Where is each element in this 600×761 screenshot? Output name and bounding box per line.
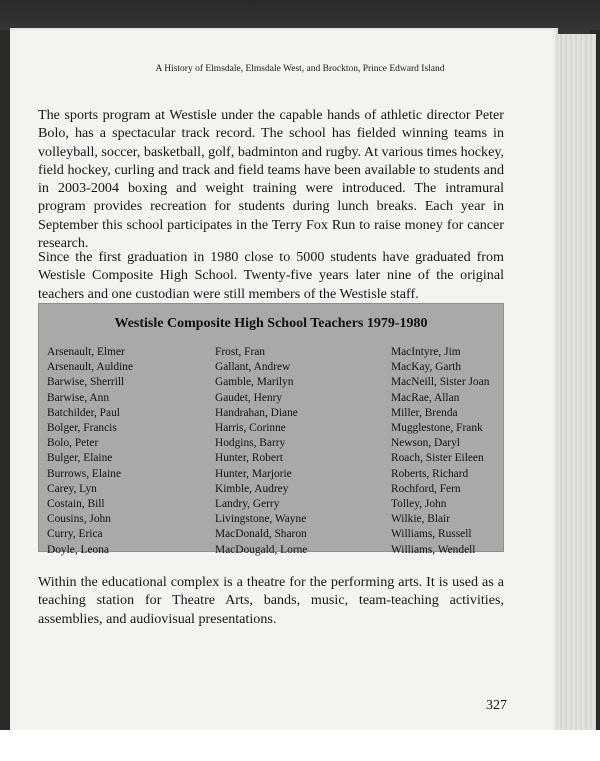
teacher-name: Gamble, Marilyn [215, 376, 294, 389]
teacher-name: Tolley, John [391, 498, 447, 511]
teacher-name: Miller, Brenda [391, 406, 458, 419]
teachers-table-title: Westisle Composite High School Teachers 1979-1980 [114, 316, 428, 331]
teacher-name: Costain, Bill [47, 498, 105, 511]
teacher-name: Arsenault, Elmer [47, 346, 125, 358]
teacher-name: MacKay, Garth [391, 361, 462, 374]
teachers-column-3 [391, 345, 489, 558]
teacher-name: Mugglestone, Frank [391, 422, 483, 435]
teacher-name: Cousins, John [47, 513, 111, 526]
teacher-name: Landry, Gerry [215, 498, 280, 511]
teacher-name: Kimble, Audrey [215, 482, 289, 495]
teacher-name: Williams, Wendell [391, 543, 476, 556]
teacher-name: Bolger, Francis [47, 422, 117, 435]
teacher-name: Harris, Corinne [215, 422, 286, 435]
running-header: A History of Elmsdale, Elmsdale West, and Brockton, Prince Edward Island [155, 64, 445, 74]
teacher-name: Handrahan, Diane [215, 406, 298, 419]
teacher-name: Bolo, Peter [47, 437, 99, 450]
teacher-name: Gallant, Andrew [215, 361, 291, 374]
teacher-name: MacDonald, Sharon [215, 528, 307, 541]
sports-paragraph: The sports program at Westisle under the capable hands of athletic director Peter Bolo, has a spectacular track record. The school has fielded winning teams in volleyball, soccer, basketball, golf, badminton and rugby. At various times hockey, field hockey, curling and track and field teams have been available to students and in 2003-2004 boxing and weight training were introduced. The intramural program provides recreation for students during lunch breaks. Each year in September this school participates in the Terry Fox Run to raise money for cancer research. [38, 107, 504, 252]
teacher-name: MacNeill, Sister Joan [391, 376, 490, 389]
teacher-name: Williams, Russell [391, 528, 472, 541]
graduation-paragraph: Since the first graduation in 1980 close to 5000 students have graduated from Westisle Composite High School. Twenty-five years later nine of the original teachers and one custodian were still members of the Westisle staff. [38, 249, 504, 302]
teacher-name: Hunter, Robert [215, 452, 283, 465]
teacher-name: Carey, Lyn [47, 482, 97, 495]
page-number: 327 [486, 698, 507, 713]
teacher-name: Hunter, Marjorie [215, 467, 292, 480]
teacher-name: Barwise, Ann [47, 391, 110, 404]
teachers-table [38, 303, 504, 556]
teacher-name: Arsenault, Auldine [47, 361, 134, 374]
teacher-name: Roach, Sister Eileen [391, 452, 484, 465]
teacher-name: Frost, Fran [215, 346, 265, 358]
teachers-column-1 [47, 345, 133, 558]
teacher-name: Newson, Daryl [391, 437, 460, 450]
teacher-name: Livingstone, Wayne [215, 513, 307, 526]
teacher-name: Doyle, Leona [47, 543, 109, 556]
teacher-name: Wilkie, Blair [391, 513, 451, 526]
teacher-name: Curry, Erica [47, 528, 103, 541]
teacher-name: Bulger, Elaine [47, 452, 113, 465]
teacher-name: MacIntyre, Jim [391, 346, 461, 358]
teacher-name: Roberts, Richard [391, 467, 469, 480]
teacher-name: Barwise, Sherrill [47, 376, 125, 389]
scan-bottom-margin [0, 730, 600, 761]
teacher-name: MacDougald, Lorne [215, 543, 308, 556]
teacher-name: Burrows, Elaine [47, 467, 122, 480]
teacher-name: Hodgins, Barry [215, 437, 286, 450]
teachers-column-2 [215, 345, 307, 558]
teacher-name: Gaudet, Henry [215, 391, 283, 404]
teacher-name: Rochford, Fern [391, 482, 461, 495]
teacher-name: Batchilder, Paul [47, 406, 120, 419]
teacher-name: MacRae, Allan [391, 391, 460, 404]
theatre-paragraph: Within the educational complex is a theatre for the performing arts. It is used as a teaching station for Theatre Arts, bands, music, team-teaching activities, assemblies, and audiovisual presentations. [38, 574, 504, 627]
